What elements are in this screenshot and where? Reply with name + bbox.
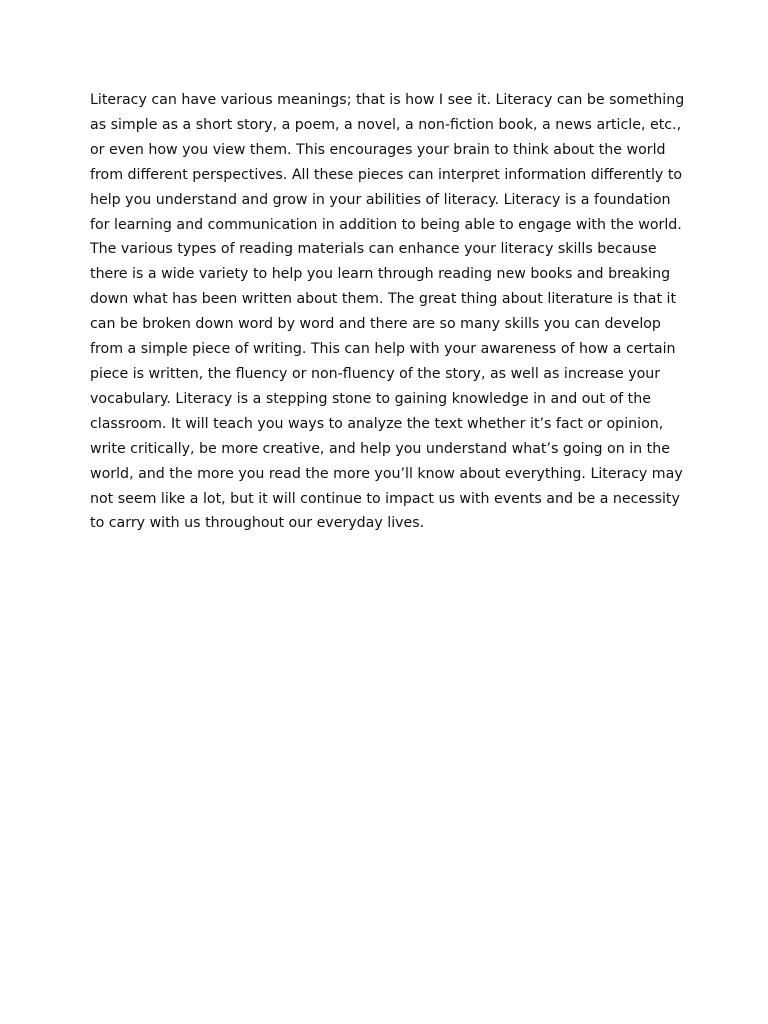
paragraph-line: can be broken down word by word and there are so many skills you can develop	[90, 316, 661, 333]
paragraph-line: down what has been written about them. The great thing about literature is that it	[90, 291, 677, 308]
paragraph-line: there is a wide variety to help you learn through reading new books and breaking	[90, 266, 671, 283]
paragraph-line: for learning and communication in addition to being able to engage with the world.	[90, 216, 682, 233]
paragraph-line: classroom. It will teach you ways to analyze the text whether it’s fact or opinion,	[90, 415, 664, 432]
paragraph-line: world, and the more you read the more you’ll know about everything. Literacy may	[90, 465, 683, 482]
paragraph-line: not seem like a lot, but it will continue to impact us with events and be a necessity	[90, 490, 680, 507]
paragraph-line: to carry with us throughout our everyday lives.	[90, 515, 425, 532]
paragraph-line: from a simple piece of writing. This can help with your awareness of how a certain	[90, 341, 676, 358]
paragraph-line: piece is written, the fluency or non-fluency of the story, as well as increase your	[90, 365, 661, 382]
paragraph-line: as simple as a short story, a poem, a novel, a non-fiction book, a news article, etc.,	[90, 116, 682, 133]
paragraph-line: from different perspectives. All these pieces can interpret information differently to	[90, 166, 683, 183]
paragraph-line: Literacy can have various meanings; that is how I see it. Literacy can be something	[90, 92, 685, 108]
paragraph-line: or even how you view them. This encourages your brain to think about the world	[90, 141, 666, 158]
body-paragraph	[90, 88, 685, 536]
paragraph-line: vocabulary. Literacy is a stepping stone to gaining knowledge in and out of the	[90, 390, 651, 407]
paragraph-line: write critically, be more creative, and help you understand what’s going on in the	[90, 440, 670, 457]
paragraph-line: help you understand and grow in your abilities of literacy. Literacy is a foundation	[90, 191, 671, 208]
paragraph-line: The various types of reading materials can enhance your literacy skills because	[90, 241, 657, 258]
